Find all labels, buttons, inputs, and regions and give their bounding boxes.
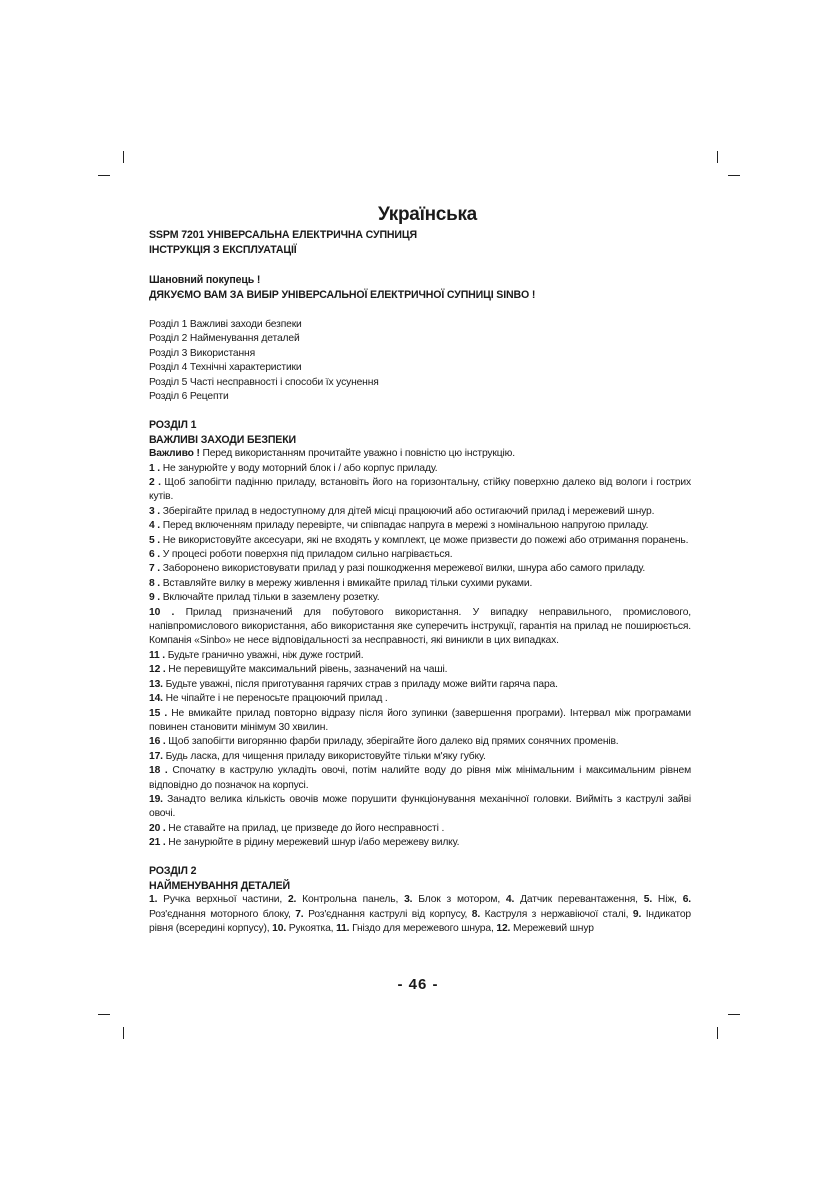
- item-number: 6 .: [149, 549, 160, 561]
- item-number: 4 .: [149, 520, 160, 532]
- item-text: Занадто велика кількість овочів може порушити функціонування механічної головки. Вийміть з каструлі зайві овочі.: [149, 793, 691, 820]
- toc-item: Розділ 3 Використання: [149, 347, 255, 359]
- part-number: 2.: [287, 894, 297, 906]
- safety-item: [149, 735, 691, 749]
- item-number: 12 .: [149, 664, 166, 676]
- item-text: Вставляйте вилку в мережу живлення і вмикайте прилад тільки сухими руками.: [160, 577, 533, 589]
- safety-item: [149, 591, 691, 605]
- crop-mark-bottom-left-horizontal: [98, 1014, 110, 1015]
- language-heading: Українська: [378, 204, 477, 225]
- safety-item: [149, 505, 691, 519]
- safety-item: [149, 793, 691, 822]
- toc-item: Розділ 1 Важливі заходи безпеки: [149, 319, 302, 330]
- toc-item: Розділ 5 Часті несправності і способи їх усунення: [149, 376, 379, 388]
- crop-mark-top-left-horizontal: [98, 175, 110, 176]
- item-number: 10 .: [149, 606, 175, 618]
- part-number: 10.: [272, 923, 287, 934]
- safety-item: [149, 750, 691, 764]
- item-number: 18 .: [149, 765, 168, 777]
- safety-item: [149, 836, 691, 850]
- item-text: Будь ласка, для чищення приладу використовуйте тільки м'яку губку.: [162, 750, 486, 762]
- important-note: [149, 447, 691, 461]
- safety-item: [149, 764, 691, 793]
- table-of-contents: [149, 318, 691, 404]
- item-number: 19.: [149, 793, 163, 805]
- part-name: Контрольна панель,: [296, 894, 405, 906]
- safety-item: [149, 649, 691, 663]
- important-text: Перед використанням прочитайте уважно і повністю цю інструкцію.: [199, 448, 515, 460]
- part-name: Роз'єднання каструлі від корпусу,: [303, 908, 472, 920]
- safety-item: [149, 606, 691, 649]
- item-text: Не перевищуйте максимальний рівень, зазначений на чаші.: [165, 664, 448, 676]
- safety-item: [149, 562, 691, 576]
- item-text: Спочатку в каструлю укладіть овочі, потім налийте воду до рівня між мінімальним і максимальним рівнем відповідно до позначок на корпусі.: [149, 765, 691, 791]
- safety-item: [149, 822, 691, 836]
- item-text: Не занурюйте в рідину мережевий шнур і/або мережеву вилку.: [165, 837, 460, 849]
- item-number: 14.: [149, 693, 163, 705]
- item-number: 2 .: [149, 477, 161, 488]
- item-number: 13.: [149, 678, 163, 690]
- safety-item: [149, 534, 691, 548]
- thanks-line: ДЯКУЄМО ВАМ ЗА ВИБІР УНІВЕРСАЛЬНОЇ ЕЛЕКТРИЧНОЇ СУПНИЦІ SINBO !: [149, 288, 536, 301]
- item-number: 16 .: [149, 736, 166, 748]
- part-number: 3.: [404, 894, 413, 906]
- safety-item: [149, 663, 691, 677]
- part-number: 6.: [682, 894, 691, 906]
- part-name: Блок з мотором,: [412, 894, 506, 906]
- item-text: Будьте уважні, після приготування гарячих страв з приладу може вийти гаряча пара.: [162, 678, 558, 690]
- crop-mark-top-left-vertical: [123, 151, 124, 163]
- part-name: Індикатор рівня (всередині корпусу),: [149, 908, 691, 934]
- important-label: Важливо !: [149, 448, 200, 460]
- section-2-number: РОЗДІЛ 2: [149, 865, 197, 877]
- item-text: Не чіпайте і не переносьте працюючий прилад .: [162, 693, 388, 705]
- crop-mark-top-right-horizontal: [728, 175, 740, 176]
- page-number: - 46 -: [397, 976, 439, 993]
- part-number: 11.: [336, 923, 350, 934]
- item-number: 20 .: [149, 822, 166, 834]
- section-1-title: ВАЖЛИВІ ЗАХОДИ БЕЗПЕКИ: [149, 433, 296, 446]
- item-number: 15 .: [149, 707, 168, 719]
- manual-title: ІНСТРУКЦІЯ З ЕКСПЛУАТАЦІЇ: [149, 243, 297, 256]
- part-number: 8.: [471, 908, 481, 920]
- section-1: [149, 418, 691, 851]
- item-text: Щоб запобігти падінню приладу, встановіть його на горизонтальну, стійку поверхню далеко від вологи і гострих кутів.: [149, 477, 692, 503]
- part-name: Гніздо для мережевого шнура,: [349, 923, 497, 934]
- crop-mark-bottom-right-horizontal: [728, 1014, 740, 1015]
- item-text: Включайте прилад тільки в заземлену розетку.: [160, 592, 380, 604]
- item-text: Заборонено використовувати прилад у разі пошкодження мережевої вилки, шнура або самого приладу.: [160, 563, 646, 575]
- part-name: Рукоятка,: [286, 923, 337, 934]
- part-number: 5.: [643, 894, 653, 906]
- crop-mark-bottom-left-vertical: [123, 1027, 124, 1039]
- item-number: 21 .: [149, 837, 166, 849]
- item-text: У процесі роботи поверхня під приладом сильно нагрівається.: [160, 549, 453, 561]
- item-text: Не занурюйте у воду моторний блок і / або корпус приладу.: [160, 462, 438, 474]
- item-text: Зберігайте прилад в недоступному для дітей місці працюючий або остигаючий прилад і мережевий шнур.: [160, 505, 655, 517]
- product-title-block: [149, 228, 691, 257]
- safety-item: [149, 707, 691, 736]
- item-number: 7 .: [149, 563, 160, 575]
- item-text: Перед включенням приладу перевірте, чи співпадає напруга в мережі з номінальною напругою приладу.: [160, 520, 649, 532]
- safety-item: [149, 678, 691, 692]
- item-text: Не ставайте на прилад, це призведе до його несправності .: [165, 822, 445, 834]
- toc-item: Розділ 4 Технічні характеристики: [149, 362, 302, 374]
- part-name: Мережевий шнур: [510, 923, 594, 934]
- part-name: Каструля з нержавіючої сталі,: [480, 908, 633, 920]
- part-name: Датчик перевантаження,: [514, 894, 644, 906]
- item-number: 17.: [149, 750, 163, 762]
- safety-item: [149, 462, 691, 476]
- greeting-block: [149, 273, 691, 302]
- part-number: 12.: [496, 923, 511, 934]
- part-number: 1.: [149, 894, 158, 906]
- item-number: 5 .: [149, 534, 160, 546]
- crop-mark-bottom-right-vertical: [717, 1027, 718, 1039]
- parts-list: [149, 893, 691, 936]
- item-text: Щоб запобігти вигорянню фарби приладу, зберігайте його далеко від прямих сонячних променів.: [165, 736, 619, 748]
- product-title: SSPM 7201 УНІВЕРСАЛЬНА ЕЛЕКТРИЧНА СУПНИЦЯ: [149, 229, 417, 241]
- item-text: Будьте гранично уважні, ніж дуже гострий.: [165, 649, 364, 661]
- item-number: 9 .: [149, 592, 160, 604]
- item-text: Не вмикайте прилад повторно відразу після його зупинки (завершення програми). Інтервал між програмами повинен становити мінімум 30 хвилин.: [149, 707, 691, 733]
- item-text: Прилад призначений для побутового використання. У випадку неправильного, промислового, напівпромислового використання, або використання яке суперечить інструкції, гарантія на прилад не поширюється. Компанія «Sinbo» не несе відповідальності за несправності, які виникли в цих випадках.: [149, 606, 691, 647]
- item-number: 1 .: [149, 462, 160, 474]
- part-number: 7.: [295, 908, 304, 920]
- part-name: Роз'єднання моторного блоку,: [149, 908, 296, 920]
- part-name: Ручка верхньої частини,: [157, 894, 288, 906]
- item-number: 3 .: [149, 505, 160, 517]
- section-2: [149, 864, 691, 936]
- item-number: 8 .: [149, 577, 160, 589]
- section-2-title: НАЙМЕНУВАННЯ ДЕТАЛЕЙ: [149, 879, 290, 892]
- part-number: 9.: [632, 908, 642, 920]
- crop-mark-top-right-vertical: [717, 151, 718, 163]
- safety-item: [149, 476, 691, 505]
- toc-item: Розділ 6 Рецепти: [149, 391, 229, 403]
- part-name: Ніж,: [652, 894, 683, 906]
- item-number: 11 .: [149, 649, 166, 661]
- safety-item: [149, 692, 691, 706]
- part-number: 4.: [505, 894, 515, 906]
- section-1-number: РОЗДІЛ 1: [149, 419, 197, 431]
- greeting-line: Шановний покупець !: [149, 274, 261, 286]
- item-text: Не використовуйте аксесуари, які не входять у комплект, це може призвести до пожежі або отримання поранень.: [160, 534, 689, 546]
- safety-item: [149, 577, 691, 591]
- safety-item: [149, 519, 691, 533]
- toc-item: Розділ 2 Найменування деталей: [149, 333, 300, 345]
- safety-item: [149, 548, 691, 562]
